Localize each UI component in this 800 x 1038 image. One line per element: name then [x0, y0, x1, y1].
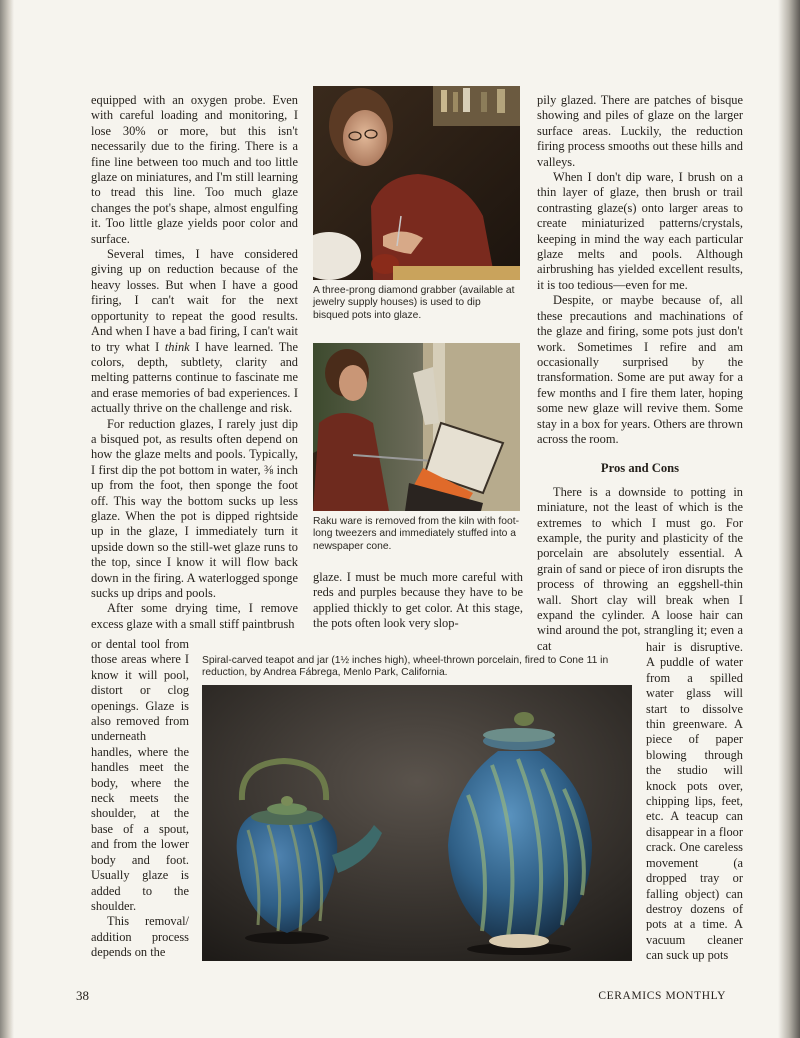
emphasis: think: [164, 339, 190, 354]
photo-glazing: [313, 86, 520, 280]
section-heading: Pros and Cons: [600, 461, 680, 476]
caption-photo-raku: Raku ware is removed from the kiln with foot-long tweezers and immediately stuffed into a newspaper cone.: [313, 516, 520, 552]
text-column-middle: [313, 570, 523, 632]
paragraph: This removal/ addition process depends on the: [91, 914, 189, 960]
paragraph: or dental tool from those areas where I know it will pool, distort or clog openings. Glaze is also removed from underneath handles, where the handles meet the body, where the neck meets the shoulder, at the base of a spout, and from the lower body and foot. Usually glaze is added to the shoulder.: [91, 637, 189, 913]
paragraph-text: I have learned. The colors, depth, subtlety, clarity and melting patterns continue to fascinate me and erase memories of bad experiences. I actually thrive on the challenge and risk.: [91, 339, 298, 416]
paragraph: There is a downside to potting in miniature, not the least of which is the extremes to which I must go. For example, the purity and plasticity of the porcelain are absolutely essential. A grain of sand or piece of iron disrupts the process of throwing an eggshell-thin wall. Short clay will break when I expand the cylinder. A loose hair can wind around the pot, strangling it; even a cat: [537, 484, 743, 653]
paragraph-text: Several times, I have considered giving up on reduction because of the heavy losses. But when I have a good firing, I can't wait for the next opportunity to repeat the good results. And when I have a bad firing, I can't wait to try what I: [91, 247, 298, 354]
paragraph: When I don't dip ware, I brush on a thin layer of glaze, then brush or trail contrasting glaze(s) onto larger areas to create miniaturized patterns/crystals, keeping in mind the way each particular glaze melts and pools. Although airbrushing has yielded excellent results, it is too tedious—even for me.: [537, 170, 743, 292]
paragraph: For reduction glazes, I rarely just dip a bisqued pot, as results often depend on how the glaze melts and pools. Typically, I first dip the pot bottom in water, ⅜ inch up from the foot, then sponge the foot off. This way the bottom sucks up less glaze. When the pot is dipped rightside up in the glaze, I immediately turn it upside down so the still-wet glaze runs to the top, since I know it will flow back down in the firing. A waterlogged sponge sucks up drips and pools.: [91, 416, 298, 600]
photo-pots-image: [202, 685, 632, 961]
text-column-right-wrap: [646, 640, 743, 964]
running-footer: CERAMICS MONTHLY: [598, 990, 726, 1002]
photo-glazing-image: [313, 86, 520, 280]
text-column-right: [537, 93, 743, 654]
paragraph: Despite, or maybe because of, all these precautions and machinations of the glaze and firing, some pots just don't work. Sometimes I refire and am occasionally surprised by the transformation. Some are put away for a few months and I fire them later, hoping some new glaze will revive them. Some stay in a box for years. Others are thrown across the room.: [537, 293, 743, 446]
photo-raku: [313, 343, 520, 511]
paragraph: [91, 247, 298, 416]
paragraph: pily glazed. There are patches of bisque showing and piles of glaze on the larger surface areas. Luckily, the reduction firing process smooths out these hills and valleys.: [537, 93, 743, 169]
page-edge-left: [0, 0, 14, 1038]
page-number: 38: [76, 988, 89, 1003]
text-column-left-wrap: [91, 637, 189, 961]
paragraph: hair is disruptive. A puddle of water from a spilled water glass will start to dissolve thin greenware. A piece of paper blowing through the studio will knock pots over, chipping lips, feet, etc. A teacup can disappear in a floor crack. One careless movement (a dropped tray or falling object) can destroy dozens of pots at a time. A vacuum cleaner can suck up pots: [646, 640, 743, 963]
paragraph: glaze. I must be much more careful with reds and purples because they have to be applied thickly to get color. At this stage, the pots often look very slop-: [313, 570, 523, 631]
caption-photo-pots: Spiral-carved teapot and jar (1½ inches high), wheel-thrown porcelain, fired to Cone 11 in reduction, by Andrea Fábrega, Menlo Park, California.: [202, 655, 609, 679]
page-edge-right: [778, 0, 800, 1038]
caption-photo-glazing: A three-prong diamond grabber (available at jewelry supply houses) is used to dip bisqued pots into glaze.: [313, 285, 515, 321]
photo-pots: [202, 685, 632, 961]
paragraph: After some drying time, I remove excess glaze with a small stiff paintbrush: [91, 601, 298, 631]
paragraph: equipped with an oxygen probe. Even with careful loading and monitoring, I lose 30% or more, but this isn't necessarily due to the firing. There is a fine line between too much and too little glaze on miniatures, and I'm still learning to tread this line. Too much glaze changes the pot's shape, almost engulfing it. Too little glaze yields poor color and surface.: [91, 93, 298, 246]
photo-raku-image: [313, 343, 520, 511]
text-column-left: [91, 93, 298, 632]
